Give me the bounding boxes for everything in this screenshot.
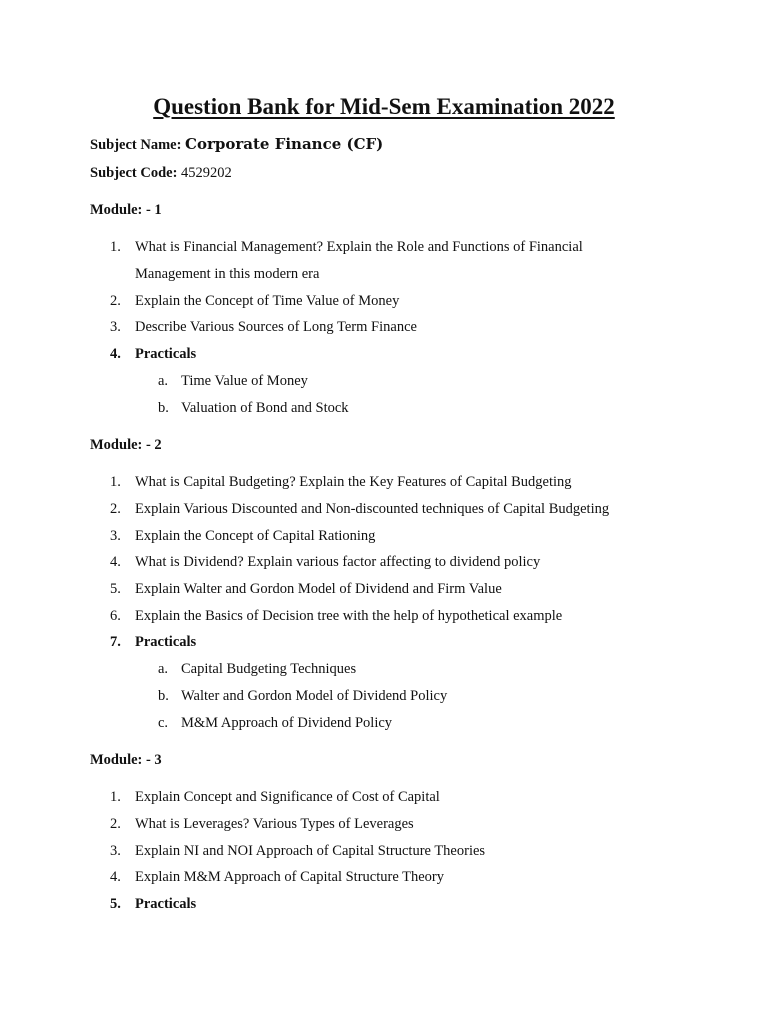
- item-number: 6.: [110, 608, 121, 624]
- item-number: 3.: [110, 843, 121, 859]
- item-number: 4.: [110, 869, 121, 885]
- sub-item: [158, 398, 349, 418]
- item-number: 5.: [110, 896, 121, 912]
- item-number: 5.: [110, 581, 121, 597]
- sub-item: [158, 713, 392, 733]
- subject-name-line: [90, 134, 383, 155]
- sub-item-text: M&M Approach of Dividend Policy: [181, 715, 393, 731]
- item-text: Explain the Basics of Decision tree with the help of hypothetical example: [135, 608, 563, 624]
- item-number: 3.: [110, 528, 121, 544]
- sub-item-letter: b.: [158, 688, 169, 704]
- item-number: 2.: [110, 293, 121, 309]
- item-text: What is Capital Budgeting? Explain the Key Features of Capital Budgeting: [135, 474, 572, 490]
- item-text: Explain Walter and Gordon Model of Dividend and Firm Value: [135, 581, 502, 597]
- list-item: [110, 526, 375, 546]
- module-heading: Module: - 1: [90, 202, 162, 218]
- item-text: Practicals: [135, 896, 197, 912]
- list-item: [110, 787, 440, 807]
- list-item-practicals: [110, 632, 196, 652]
- sub-item-text: Valuation of Bond and Stock: [181, 400, 349, 416]
- page-title: Question Bank for Mid-Sem Examination 2022: [153, 94, 615, 119]
- item-number: 3.: [110, 319, 121, 335]
- item-text: Practicals: [135, 346, 197, 362]
- item-text: Explain Various Discounted and Non-discounted techniques of Capital Budgeting: [135, 501, 610, 517]
- list-item: [110, 579, 502, 599]
- sub-item-letter: b.: [158, 400, 169, 416]
- item-text: What is Financial Management? Explain the Role and Functions of Financial: [135, 239, 583, 255]
- subject-name-label: Subject Name:: [90, 137, 182, 153]
- item-continuation: Management in this modern era: [135, 266, 320, 282]
- sub-item-letter: a.: [158, 661, 169, 677]
- item-text: Explain M&M Approach of Capital Structure Theory: [135, 869, 445, 885]
- list-item: [110, 237, 583, 257]
- list-item: [110, 814, 414, 834]
- module-heading: Module: - 3: [90, 752, 162, 768]
- list-item: [110, 291, 399, 311]
- item-number: 2.: [110, 501, 121, 517]
- item-text: Explain the Concept of Time Value of Money: [135, 293, 400, 309]
- subject-code-label: Subject Code:: [90, 165, 178, 181]
- item-number: 2.: [110, 816, 121, 832]
- item-text: What is Dividend? Explain various factor affecting to dividend policy: [135, 554, 541, 570]
- subject-name-value: Corporate Finance (CF): [185, 135, 384, 153]
- list-item-practicals: [110, 894, 196, 914]
- item-text: Explain the Concept of Capital Rationing: [135, 528, 376, 544]
- item-number: 1.: [110, 239, 121, 255]
- subject-code-value: 4529202: [181, 165, 232, 181]
- item-text: Describe Various Sources of Long Term Finance: [135, 319, 417, 335]
- list-item: [110, 317, 417, 337]
- list-item: [110, 606, 562, 626]
- item-number: 4.: [110, 554, 121, 570]
- sub-item-text: Capital Budgeting Techniques: [181, 661, 357, 677]
- list-item-practicals: [110, 344, 196, 364]
- sub-item-letter: c.: [158, 715, 169, 731]
- sub-item-text: Walter and Gordon Model of Dividend Policy: [181, 688, 448, 704]
- list-item: [110, 472, 572, 492]
- module-heading: Module: - 2: [90, 437, 162, 453]
- item-number: 4.: [110, 346, 121, 362]
- sub-item: [158, 659, 356, 679]
- item-number: 7.: [110, 634, 121, 650]
- item-text: Explain Concept and Significance of Cost of Capital: [135, 789, 440, 805]
- list-item: [110, 499, 609, 519]
- sub-item-text: Time Value of Money: [181, 373, 308, 389]
- list-item: [110, 867, 444, 887]
- sub-item: [158, 371, 308, 391]
- subject-code-line: [90, 163, 232, 183]
- sub-item: [158, 686, 447, 706]
- list-item: [110, 841, 485, 861]
- list-item: [110, 552, 540, 572]
- sub-item-letter: a.: [158, 373, 169, 389]
- item-text: Explain NI and NOI Approach of Capital Structure Theories: [135, 843, 486, 859]
- item-text: Practicals: [135, 634, 197, 650]
- item-number: 1.: [110, 474, 121, 490]
- item-number: 1.: [110, 789, 121, 805]
- item-text: What is Leverages? Various Types of Leverages: [135, 816, 414, 832]
